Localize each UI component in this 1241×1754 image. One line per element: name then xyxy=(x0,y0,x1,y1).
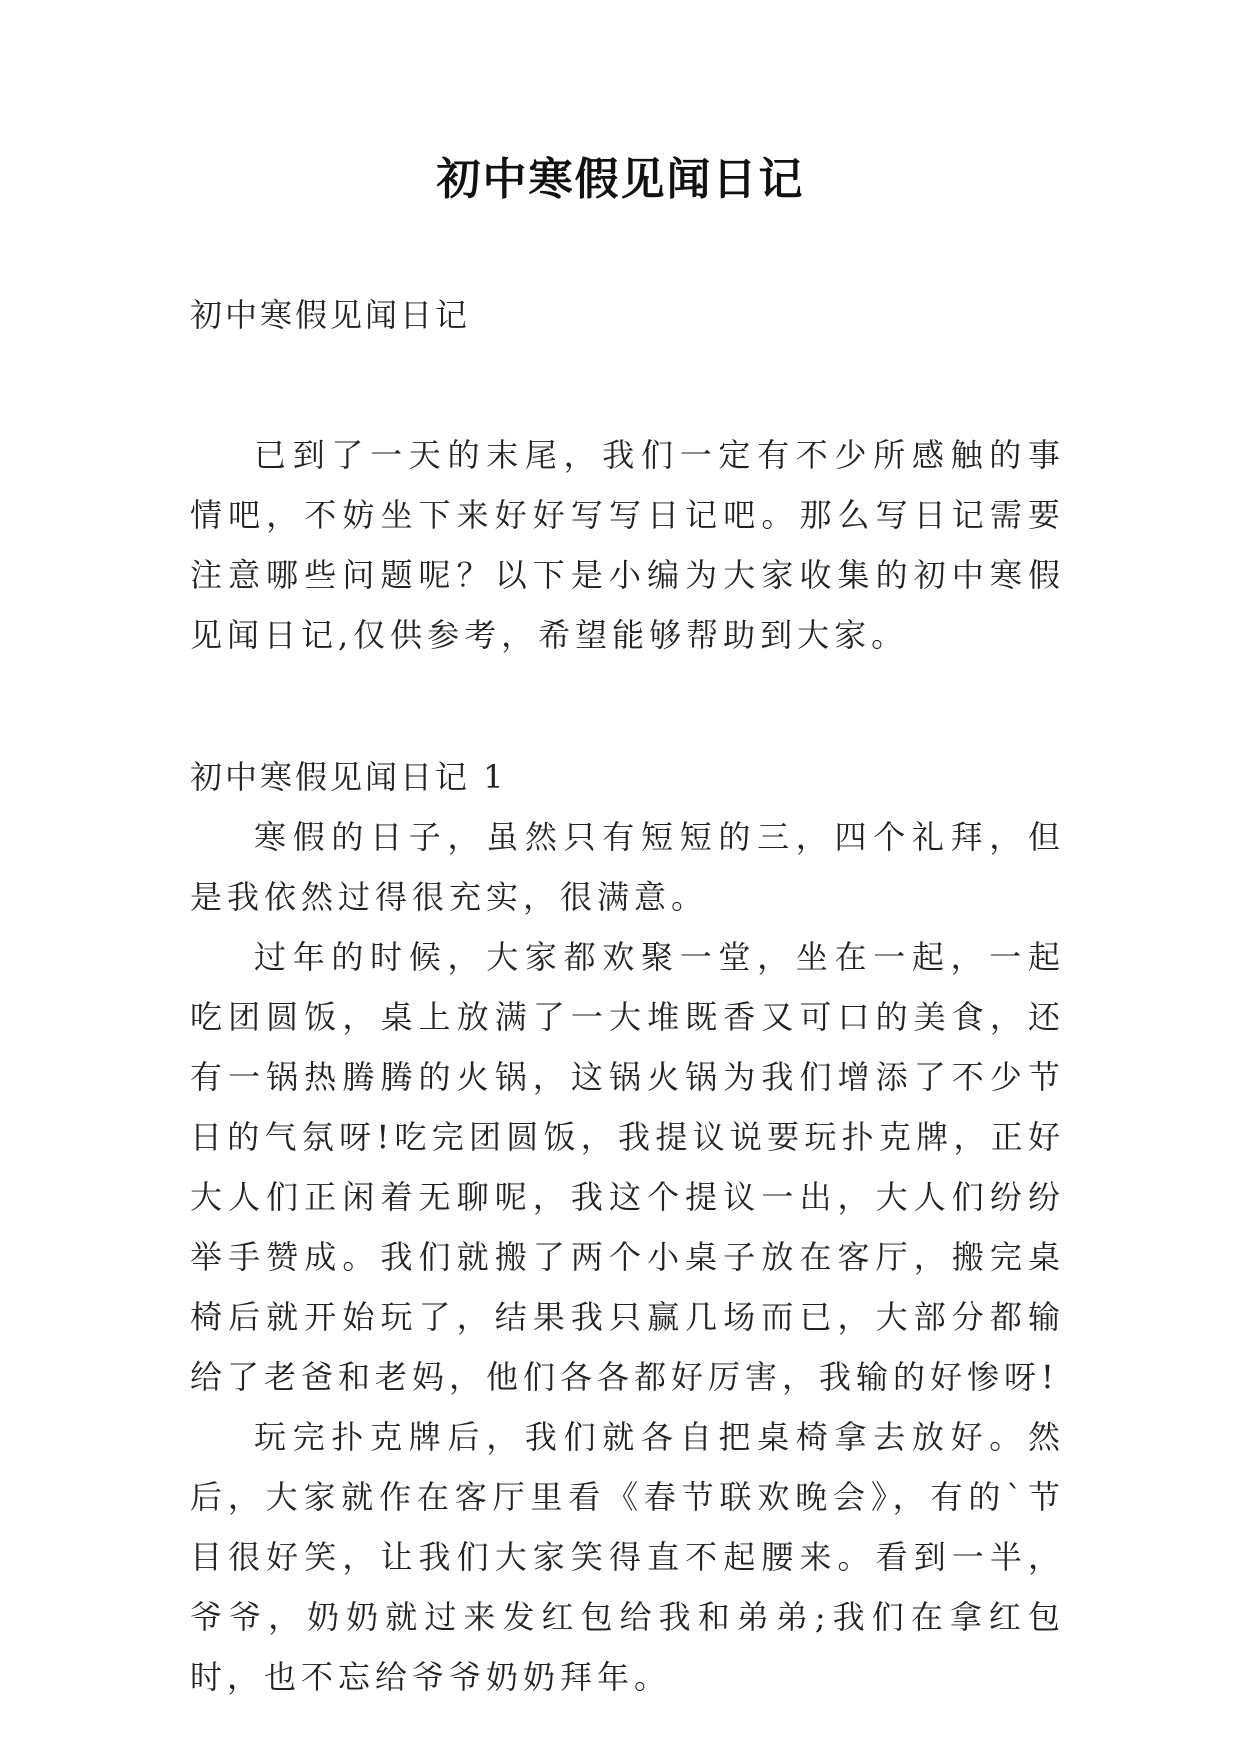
body-paragraph-1: 寒假的日子，虽然只有短短的三，四个礼拜，但是我依然过得很充实，很满意。 xyxy=(190,818,1065,916)
section-heading: 初中寒假见闻日记 1 xyxy=(190,758,507,796)
intro-paragraph: 已到了一天的末尾，我们一定有不少所感触的事情吧，不妨坐下来好好写写日记吧。那么写日记需要注意哪些问题呢？以下是小编为大家收集的初中寒假见闻日记,仅供参考，希望能够帮助到大家。 xyxy=(190,436,1065,654)
body-paragraph-3: 玩完扑克牌后，我们就各自把桌椅拿去放好。然后，大家就作在客厅里看《春节联欢晚会》，有的`节目很好笑，让我们大家笑得直不起腰来。看到一半，爷爷，奶奶就过来发红包给我和弟弟;我们在拿红包时，也不忘给爷爷奶奶拜年。 xyxy=(190,1418,1065,1696)
document-title: 初中寒假见闻日记 xyxy=(436,154,805,205)
document-body xyxy=(190,285,1065,1707)
body-paragraph-2: 过年的时候，大家都欢聚一堂，坐在一起，一起吃团圆饭，桌上放满了一大堆既香又可口的美食，还有一锅热腾腾的火锅，这锅火锅为我们增添了不少节日的气氛呀!吃完团圆饭，我提议说要玩扑克牌，正好大人们正闲着无聊呢，我这个提议一出，大人们纷纷举手赞成。我们就搬了两个小桌子放在客厅，搬完桌椅后就开始玩了，结果我只赢几场而已，大部分都输给了老爸和老妈，他们各各都好厉害，我输的好惨呀! xyxy=(190,938,1065,1396)
document-subtitle: 初中寒假见闻日记 xyxy=(190,296,471,334)
